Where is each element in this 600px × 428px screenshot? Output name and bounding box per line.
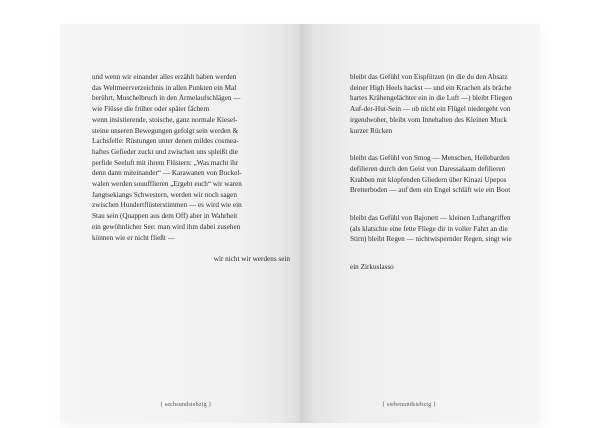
right-page [300,24,540,423]
text-line: Krabben mit klopfenden Gliedern über Kinazi Upepos [350,175,507,184]
text-line: wie Flüsse die früher oder später fächern [92,105,210,114]
text-line: kurzer Rücken [350,126,393,135]
right-page-text [350,72,526,290]
closing-line: wir nicht wir werdens sein [213,255,290,264]
paragraph-zirkuslasso [350,262,526,273]
text-line: wenn insistierende, stoische, ganz normale Kiesel- [92,115,238,124]
paragraph-smog [350,153,526,196]
text-line: bleibt das Gefühl von Eispfützen (in die du den Absatz [350,73,508,81]
paragraph-bajonett [350,213,526,245]
text-line: Lachsfelle: Rüstungen unter denen mildes cosmea- [92,137,239,146]
text-line: irgendwoher, bleibt vom Innehalten des Kleinen Muck [350,115,508,124]
text-line: zwischen Hundertflüsterstimmen — es wird wie ein [92,201,242,210]
text-line: ein gewöhnlicher See: man wird ihm dabei zusehen [92,222,241,231]
text-line: hartes Krähengelächter ein in die Luft —) bleibt Fliegen [350,94,513,103]
text-line: walen werden souufflieren „Ergebt euch“ wir waren [92,180,242,189]
left-page [60,24,300,423]
left-page-text [92,72,300,265]
text-line: das Weltmeerverzeichnis in allen Punkten ein Mal [92,83,237,92]
text-line: deiner High Heels hackst — und ein Krachen als bräche [350,83,512,92]
text-line: haftes Gefieder zuckt und zwischen uns spleißt die [92,147,238,156]
page-number-right: { siebenundsiebzig } [382,402,437,408]
page-number-left: { sechsundsiebzig } [160,402,212,408]
text-line: Stau sein (Quappen aus dem Off) aber in Wahrheit [92,212,238,221]
text-line: bleibt das Gefühl von Bajonett — kleinen Luftangriffen [350,214,511,223]
text-line: denn dann miteinander“ — Karawanen von Buckel- [92,169,242,178]
text-line: ein Zirkuslasso [350,263,394,272]
text-line: Bretterboden — auf dem ein Engel schläft wie ein Boot [350,186,511,195]
paragraph-eispfuetzen [350,72,526,136]
text-line: und wenn wir einander alles erzählt haben werden [92,73,237,81]
text-line: Auf-der-Hut-Sein — ob nicht ein Flügel niedergeht von [350,105,511,114]
text-line: perfide Seeluft mit ihrem Flüstern: „Was macht ihr [92,158,239,167]
text-line: (als klatschte eine fette Fliege dir in voller Fahrt an die [350,224,508,233]
text-line: bleibt das Gefühl von Smog — Menschen, Hellebarden [350,154,510,163]
text-line: steine unseren Bewegungen gefolgt sein werden & [92,126,239,135]
text-line: Jangtsekiangs Schwestern, werden wir noch sagen [92,190,237,199]
text-line: Stirn) bleibt Regen — nichtwispernder Regen, singt wie [350,235,512,244]
text-line: können wie er nicht fließt — [92,233,175,242]
text-line: berührt, Muschelbruch in den Ärmelaufschlägen — [92,94,241,103]
text-line: defilieren durch den Geist von Daressalaam defilieren [350,164,506,173]
